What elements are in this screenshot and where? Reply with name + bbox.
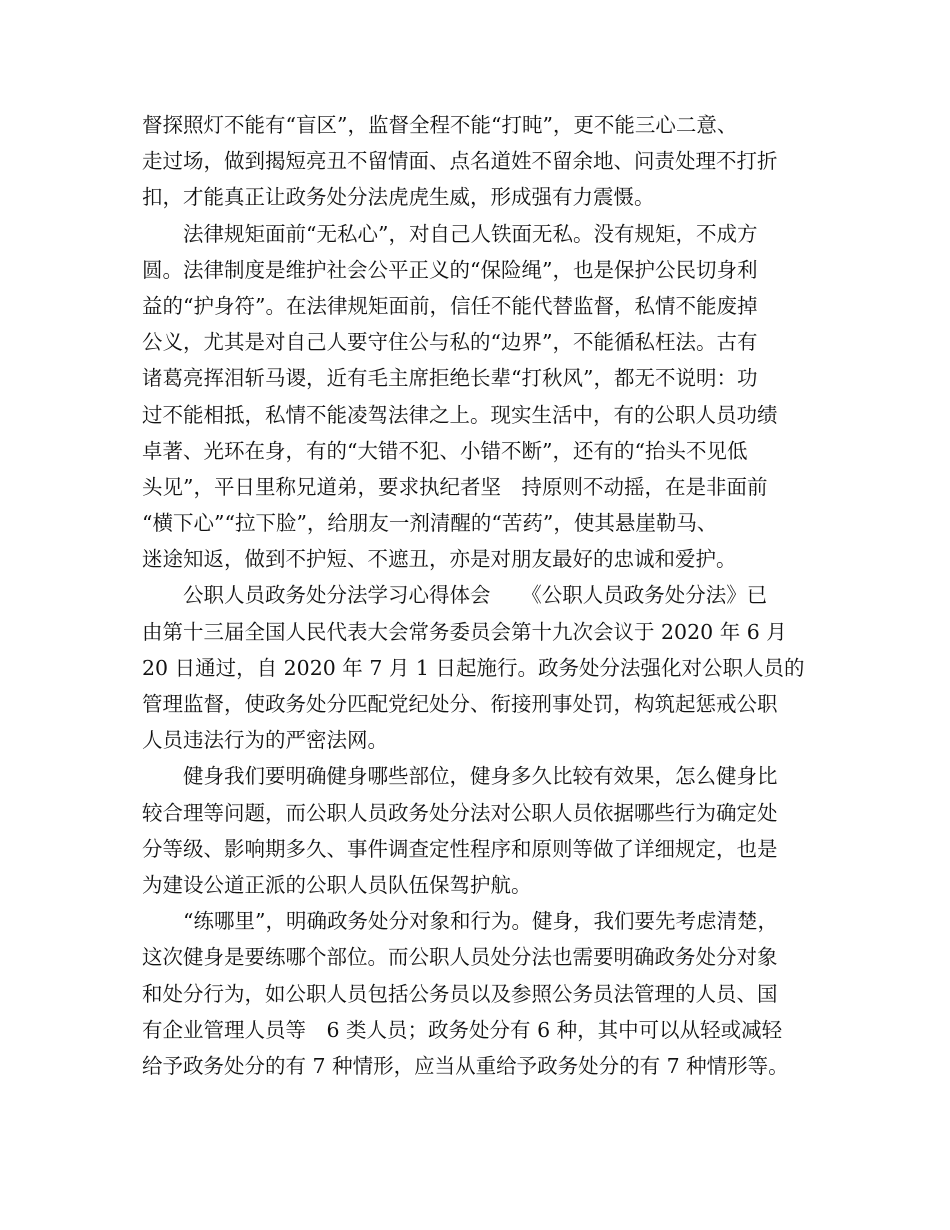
text-line: 公义，尤其是对自己人要守住公与私的“边界”，不能循私枉法。古有 xyxy=(142,330,758,355)
text-line: 督探照灯不能有“盲区”，监督全程不能“打盹”，更不能三心二意、 xyxy=(142,113,738,137)
text-line: 20 日通过，自 2020 年 7 月 1 日起施行。政务处分法强化对公职人员的 xyxy=(142,655,805,680)
text-line: 管理监督，使政务处分匹配党纪处分、衔接刑事处罚，构筑起惩戒公职 xyxy=(142,692,778,716)
text-line: 健身我们要明确健身哪些部位，健身多久比较有效果，怎么健身比 xyxy=(142,764,778,789)
text-line: 较合理等问题，而公职人员政务处分法对公职人员依据哪些行为确定处 xyxy=(142,800,778,825)
text-line: “横下心”“拉下脸”，给朋友一剂清醒的“苦药”，使其悬崖勒马、 xyxy=(142,511,718,536)
document-body xyxy=(142,107,814,1084)
text-line: “练哪里”，明确政务处分对象和行为。健身，我们要先考虑清楚， xyxy=(142,909,778,934)
text-line: 诸葛亮挥泪斩马谡，近有毛主席拒绝长辈“打秋风”，都无不说明：功 xyxy=(142,366,758,391)
text-line: 头见”，平日里称兄道弟，要求执纪者坚 持原则不动摇，在是非面前 xyxy=(142,474,768,499)
text-line: 人员违法行为的严密法网。 xyxy=(142,728,388,753)
text-line: 法律规矩面前“无私心”，对自己人铁面无私。没有规矩，不成方 xyxy=(142,221,758,246)
text-line: 扣，才能真正让政务处分法虎虎生威，形成强有力震慑。 xyxy=(142,185,655,210)
text-line: 益的“护身符”。在法律规矩面前，信任不能代替监督，私情不能废掉 xyxy=(142,293,758,318)
text-line: 由第十三届全国人民代表大会常务委员会第十九次会议于 2020 年 6 月 xyxy=(142,619,787,644)
text-line: 圆。法律制度是维护社会公平正义的“保险绳”，也是保护公民切身利 xyxy=(142,257,758,282)
text-line: 这次健身是要练哪个部位。而公职人员处分法也需要明确政务处分对象 xyxy=(142,945,778,970)
text-line: 分等级、影响期多久、事件调查定性程序和原则等做了详细规定，也是 xyxy=(142,836,778,861)
text-line: 为建设公道正派的公职人员队伍保驾护航。 xyxy=(142,872,532,897)
text-line: 给予政务处分的有 7 种情形，应当从重给予政务处分的有 7 种情形等。 xyxy=(142,1053,789,1078)
text-line: 有企业管理人员等 6 类人员；政务处分有 6 种，其中可以从轻或减轻 xyxy=(142,1017,783,1042)
text-line: 卓著、光环在身，有的“大错不犯、小错不断”，还有的“抬头不见低 xyxy=(142,438,748,463)
text-line: 过不能相抵，私情不能凌驾法律之上。现实生活中，有的公职人员功绩 xyxy=(142,402,778,427)
text-line: 走过场，做到揭短亮丑不留情面、点名道姓不留余地、问责处理不打折 xyxy=(142,149,778,174)
text-line: 迷途知返，做到不护短、不遮丑，亦是对朋友最好的忠诚和爱护。 xyxy=(142,547,737,572)
text-line: 和处分行为，如公职人员包括公务员以及参照公务员法管理的人员、国 xyxy=(142,981,778,1006)
text-line: 公职人员政务处分法学习心得体会 《公职人员政务处分法》已 xyxy=(142,583,768,608)
